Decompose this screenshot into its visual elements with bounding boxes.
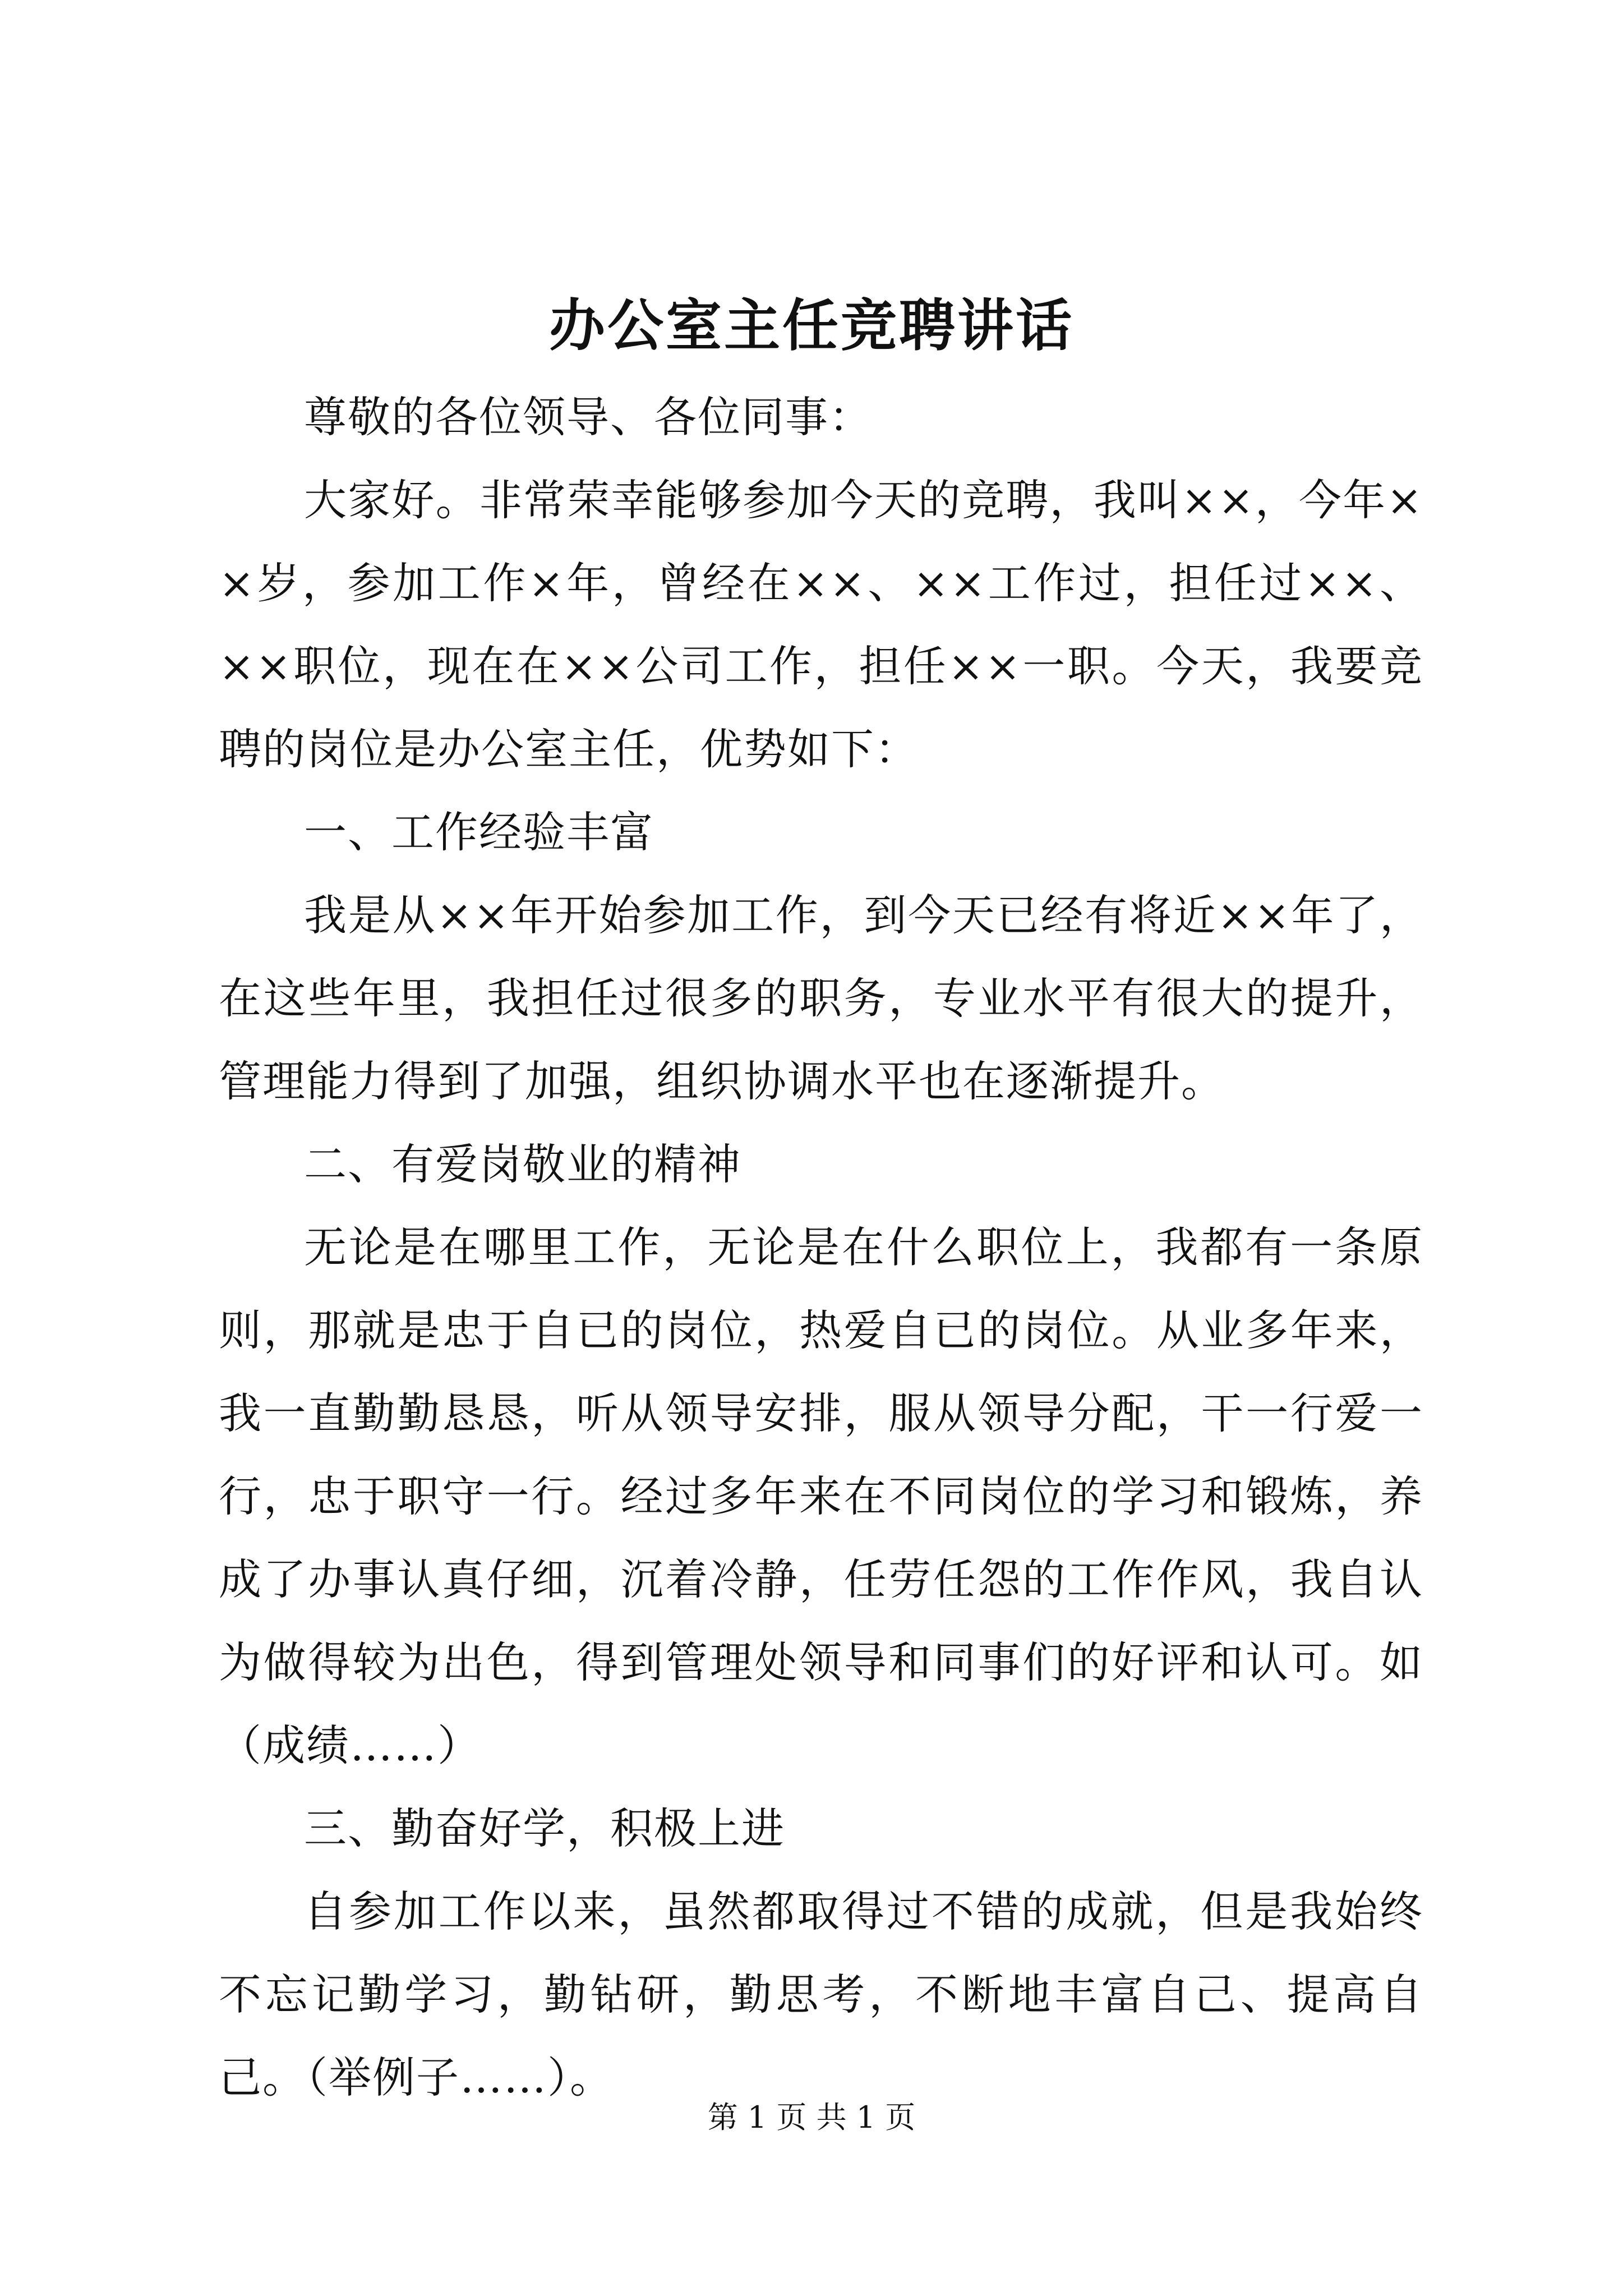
section-heading-3: 三、勤奋好学，积极上进 (304, 1803, 785, 1853)
page-number-footer: 第 1 页 共 1 页 (707, 2100, 916, 2135)
section-paragraph-3: 自参加工作以来，虽然都取得过不错的成就，但是我始终不忘记勤学习，勤钻研，勤思考，不断地丰富自己、提高自己。（举例子……）。 (219, 1887, 1423, 2102)
section-paragraph-2: 无论是在哪里工作，无论是在什么职位上，我都有一条原则，那就是忠于自已的岗位，热爱自已的岗位。从业多年来，我一直勤勤恳恳，听从领导安排，服从领导分配，干一行爱一行，忠于职守一行。经过多年来在不同岗位的学习和锻炼，养成了办事认真仔细，沉着冷静，任劳任怨的工作作风，我自认为做得较为出色，得到管理处领导和同事们的好评和认可。如（成绩……） (219, 1222, 1423, 1770)
section-heading-1: 一、工作经验丰富 (304, 807, 654, 857)
intro-paragraph: 大家好。非常荣幸能够参加今天的竞聘，我叫××，今年××岁，参加工作×年，曾经在××、××工作过，担任过××、××职位，现在在××公司工作，担任××一职。今天，我要竞聘的岗位是办公室主任，优势如下： (219, 475, 1423, 774)
section-heading-2: 二、有爱岗敬业的精神 (304, 1139, 741, 1189)
document-title: 办公室主任竞聘讲话 (549, 292, 1074, 358)
salutation-paragraph: 尊敬的各位领导、各位同事： (304, 392, 873, 442)
section-paragraph-1: 我是从××年开始参加工作，到今天已经有将近××年了，在这些年里，我担任过很多的职务，专业水平有很大的提升，管理能力得到了加强，组织协调水平也在逐渐提升。 (219, 890, 1423, 1106)
document-body (219, 376, 1423, 2119)
